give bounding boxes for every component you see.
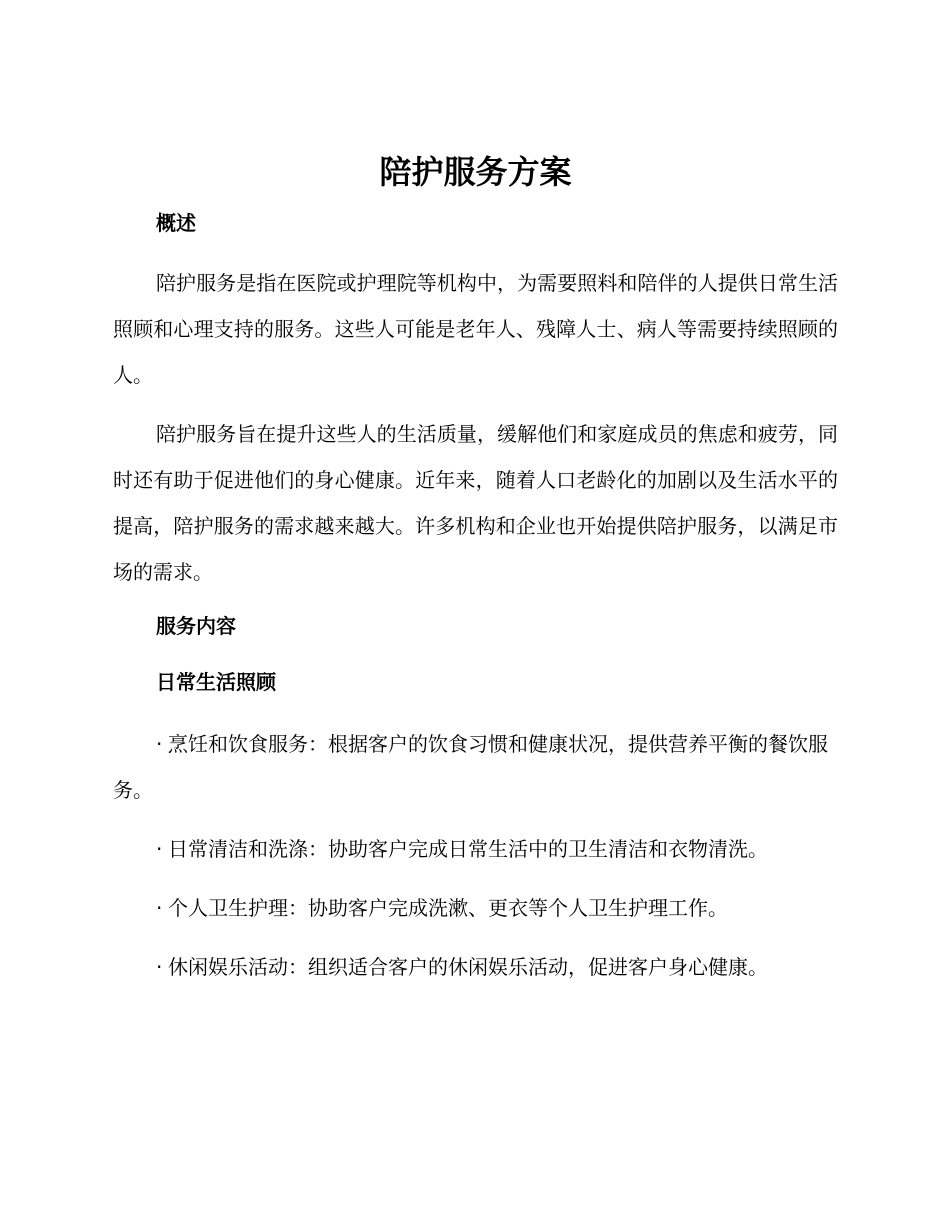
daily-care-heading: 日常生活照顾	[156, 670, 276, 694]
daily-care-item-text: 日常清洁和洗涤：协助客户完成日常生活中的卫生清洁和衣物清洗。	[168, 837, 768, 861]
daily-care-item-text: 休闲娱乐活动：组织适合客户的休闲娱乐活动，促进客户身心健康。	[168, 955, 768, 979]
overview-paragraph-2: 陪护服务旨在提升这些人的生活质量，缓解他们和家庭成员的焦虑和疲劳，同时还有助于促进他们的身心健康。近年来，随着人口老龄化的加剧以及生活水平的提高，陪护服务的需求越来越大。许多机构和企业也开始提供陪护服务，以满足市场的需求。	[113, 422, 838, 584]
daily-care-item-hygiene	[113, 885, 838, 931]
service-content-heading: 服务内容	[156, 614, 236, 638]
bullet-symbol: ·	[156, 896, 163, 920]
document-title: 陪护服务方案	[379, 153, 572, 191]
bullet-symbol: ·	[156, 837, 163, 861]
bullet-symbol: ·	[156, 732, 163, 756]
overview-heading: 概述	[156, 211, 196, 235]
daily-care-item-text: 个人卫生护理：协助客户完成洗漱、更衣等个人卫生护理工作。	[168, 896, 728, 920]
bullet-symbol: ·	[156, 955, 163, 979]
daily-care-item-cleaning	[113, 826, 838, 872]
overview-paragraph-1: 陪护服务是指在医院或护理院等机构中，为需要照料和陪伴的人提供日常生活照顾和心理支持的服务。这些人可能是老年人、残障人士、病人等需要持续照顾的人。	[113, 271, 838, 387]
daily-care-item-text: 烹饪和饮食服务：根据客户的饮食习惯和健康状况，提供营养平衡的餐饮服务。	[113, 732, 828, 802]
daily-care-item-cooking	[113, 721, 838, 813]
daily-care-item-leisure	[113, 944, 838, 990]
